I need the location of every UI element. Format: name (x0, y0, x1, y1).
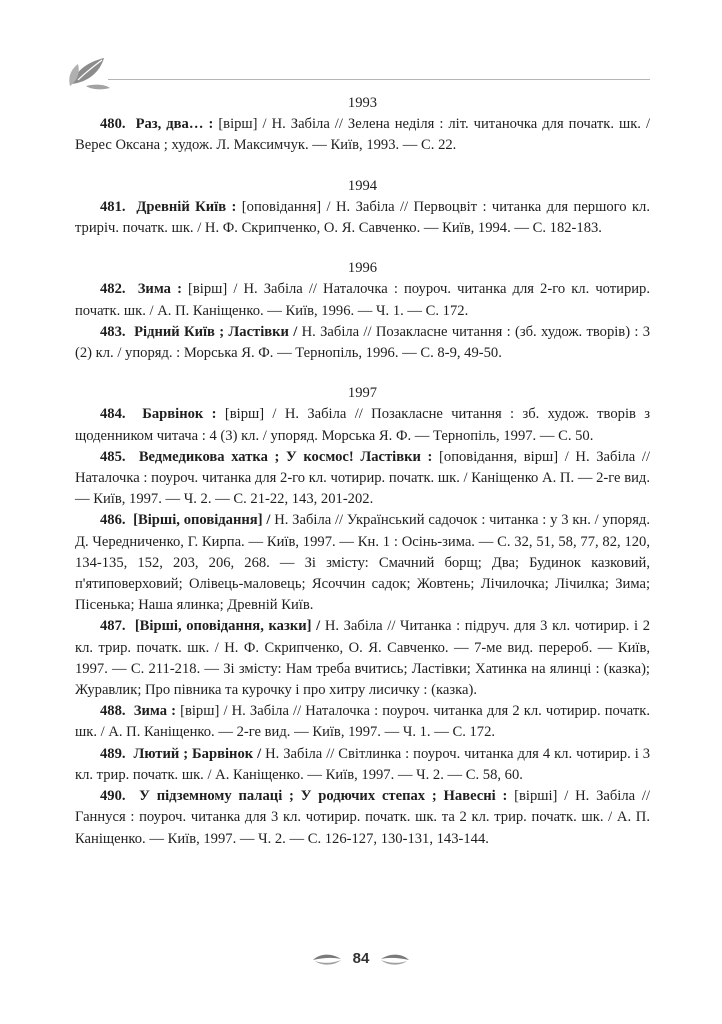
entry-title: Барвінок : (142, 406, 217, 423)
bibliography-entry (75, 447, 650, 511)
entry-details: [оповідання] / Н. Забіла // Первоцвіт : читанка для першого кл. триріч. початк. шк. / Н. Ф. Скрипченко, О. Я. Савченко. — Київ, 1994. — С. 182-183. (75, 198, 650, 237)
entry-details: Н. Забіла // Позакласне читання : (зб. худож. творів) : 3 (2) кл. / упоряд. : Морська Я. Ф. — Тернопіль, 1996. — С. 8-9, 49-50. (75, 323, 651, 362)
year-heading: 1993 (347, 95, 378, 111)
right-swoosh-icon (380, 952, 410, 966)
entry-title: Ведмедикова хатка ; У космос! Ластівки : (138, 448, 433, 465)
left-swoosh-icon (312, 952, 342, 966)
entry-details: [вірш] / Н. Забіла // Зелена неділя : літ. читаночка для початк. шк. / Верес Оксана ; худож. Л. Максимчук. — Київ, 1993. — С. 22. (75, 116, 650, 154)
bibliography-entry (75, 616, 650, 701)
entry-title: Рідний Київ ; Ластівки / (134, 323, 298, 340)
year-heading: 1994 (347, 177, 378, 194)
entry-details: [вірш] / Н. Забіла // Позакласне читання : зб. худож. творів з щоденником читача : 4 (3) кл. / упоряд. Морська Я. Ф. — Тернопіль, 1997. — С. 50. (75, 406, 650, 444)
entry-number: 483. (100, 323, 126, 340)
entry-number: 486. (100, 512, 126, 529)
entry-details: [вірш] / Н. Забіла // Наталочка : поуроч. читанка для 2 кл. чотирир. початк. шк. / А. П. Каніщенко. — 2-ге вид. — Київ, 1997. — Ч. 1. — С. 172. (75, 703, 651, 741)
entry-title: Зима : (133, 703, 177, 720)
year-heading: 1996 (347, 260, 378, 277)
entry-details: Н. Забіла // Український садочок : читанка : у 3 кн. / упоряд. Д. Чередниченко, Г. Кирпа. — Київ, 1997. — Кн. 1 : Осінь-зима. — С. 32, 51, 58, 77, 82, 120, 134-135, 152, 203, 206, 268. — Зі змісту: Смачний борщ; Два; Будинок казковий, п'ятиповерховий; Олівець-маловець; Ясоччин садок; Жовтень; Лічилочка; Лічилка; Зима; Пісенька; Наша ялинка; Древній Київ. (75, 512, 651, 614)
entry-title: [Вірші, оповідання, казки] / (134, 618, 321, 635)
header-rule (108, 79, 650, 80)
entry-number: 488. (100, 703, 126, 720)
bibliography-entry (75, 786, 650, 850)
entry-title: Раз, два… : (135, 116, 214, 133)
entry-title: Зима : (137, 281, 182, 298)
entry-number: 487. (100, 618, 126, 635)
entry-title: У підземному палаці ; У родючих степах ; Навесні : (139, 788, 508, 805)
entry-number: 489. (100, 745, 126, 762)
entry-details: Н. Забіла // Читанка : підруч. для 3 кл. чотирир. і 2 кл. трир. початк. шк. / Н. Ф. Скрипченко, О. Я. Савченко. — 7-ме вид. перероб. — Київ, 1997. — С. 211-218. — Зі змісту: Нам треба вчитись; Ластівки; Хатинка на ялинці : (казка); Журавлик; Про півника та курочку і про хитру лисичку : (казка). (75, 618, 651, 699)
entry-number: 480. (100, 116, 126, 133)
bibliography-entry (75, 322, 650, 364)
entry-details: [вірш] / Н. Забіла // Наталочка : поуроч. читанка для 2-го кл. чотирир. початк. шк. / А. П. Каніщенко. — Київ, 1996. — Ч. 1. — С. 172. (75, 281, 651, 319)
leaf-icon (66, 50, 112, 90)
page-number: 84 (352, 950, 370, 967)
entry-title: Лютий ; Барвінок / (133, 745, 262, 762)
entry-number: 485. (100, 448, 126, 465)
bibliography-entry (75, 510, 650, 616)
year-heading: 1997 (347, 385, 378, 402)
entry-number: 482. (100, 281, 126, 298)
entry-details: [вірші] / Н. Забіла // Ганнуся : поуроч. читанка для 3 кл. чотирир. початк. шк. та 2 кл. трир. початк. шк. / А. П. Каніщенко. — Київ, 1997. — Ч. 2. — С. 126-127, 130-131, 143-144. (75, 788, 651, 847)
entry-details: [оповідання, вірш] / Н. Забіла // Наталочка : поуроч. читанка для 2-го кл. чотирир. початк. шк. / Каніщенко А. П. — 2-ге вид. — Київ, 1997. — Ч. 2. — С. 21-22, 143, 201-202. (75, 448, 651, 508)
bibliography-entry (75, 114, 650, 156)
bibliography-entry (75, 701, 650, 743)
entry-title: Древній Київ : (136, 198, 237, 215)
bibliography-list (75, 93, 650, 850)
entry-title: [Вірші, оповідання] / (133, 512, 271, 529)
entry-number: 484. (100, 406, 126, 423)
page-footer (0, 948, 722, 972)
entry-number: 490. (100, 788, 126, 805)
bibliography-entry (75, 279, 650, 321)
bibliography-entry (75, 197, 650, 239)
bibliography-entry (75, 744, 650, 786)
bibliography-entry (75, 404, 650, 446)
entry-details: Н. Забіла // Світлинка : поуроч. читанка для 4 кл. чотирир. і 3 кл. трир. початк. шк. / А. Каніщенко. — Київ, 1997. — Ч. 2. — С. 58, 60. (75, 745, 650, 783)
entry-number: 481. (100, 198, 126, 215)
